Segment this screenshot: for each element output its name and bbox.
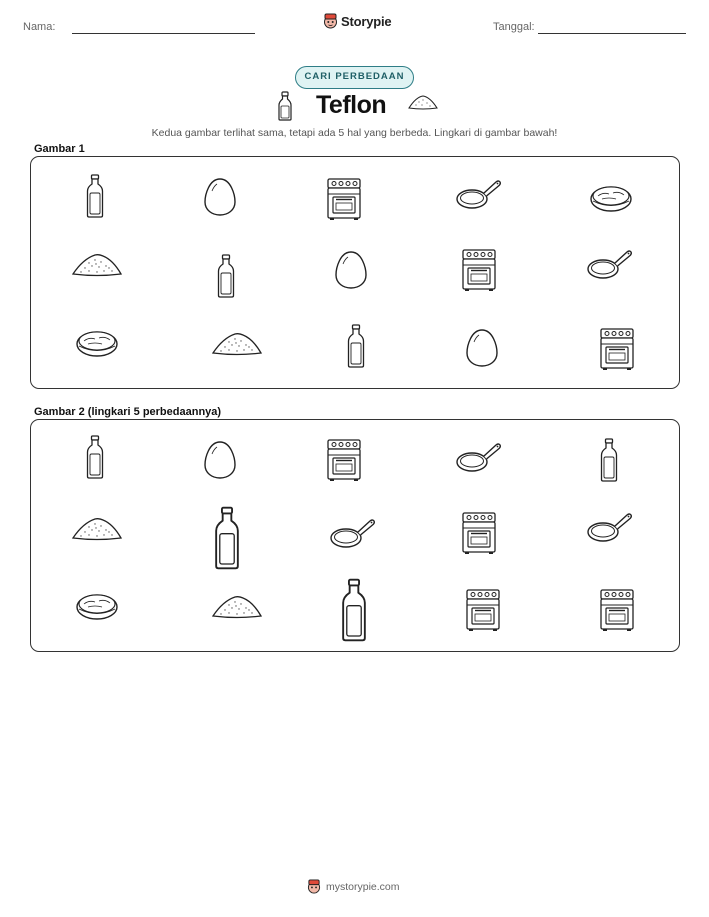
flour-icon[interactable] <box>71 251 123 277</box>
flour-icon[interactable] <box>71 515 123 541</box>
brand-logo <box>323 13 391 29</box>
instructions: Kedua gambar terlihat sama, tetapi ada 5 hal yang berbeda. Lingkari di gambar bawah! <box>151 127 558 139</box>
date-field-line[interactable] <box>538 33 686 34</box>
egg-icon[interactable] <box>334 250 368 290</box>
brand-name: Storypie <box>341 13 392 29</box>
pancake-icon[interactable] <box>589 182 633 214</box>
pan-icon[interactable] <box>455 177 501 213</box>
activity-badge: CARI PERBEDAAN <box>295 66 414 89</box>
worksheet-title: Teflon <box>316 91 387 119</box>
date-label: Tanggal: <box>493 21 535 33</box>
panel-1-label: Gambar 1 <box>34 143 85 155</box>
bottle-icon[interactable] <box>86 435 104 479</box>
flour-icon[interactable] <box>211 330 263 356</box>
bottle-icon[interactable] <box>341 578 367 642</box>
pan-icon[interactable] <box>586 510 632 546</box>
stove-icon[interactable] <box>461 248 497 292</box>
picture-panel-1[interactable] <box>30 156 680 389</box>
storypie-mascot-icon <box>323 13 338 29</box>
footer-site: mystorypie.com <box>326 880 400 893</box>
stove-icon[interactable] <box>599 588 635 632</box>
pan-icon[interactable] <box>329 516 375 552</box>
pancake-icon[interactable] <box>75 327 119 359</box>
stove-icon[interactable] <box>465 588 501 632</box>
bottle-icon <box>278 91 292 126</box>
flour-icon <box>408 94 438 115</box>
stove-icon[interactable] <box>326 177 362 221</box>
pancake-icon[interactable] <box>75 590 119 622</box>
footer <box>307 879 400 894</box>
egg-icon[interactable] <box>465 328 499 368</box>
storypie-mascot-icon <box>307 879 321 894</box>
stove-icon[interactable] <box>326 438 362 482</box>
stove-icon[interactable] <box>599 327 635 371</box>
bottle-icon[interactable] <box>347 324 365 368</box>
bottle-icon[interactable] <box>217 254 235 298</box>
egg-icon[interactable] <box>203 177 237 217</box>
flour-icon[interactable] <box>211 593 263 619</box>
name-field-line[interactable] <box>72 33 255 34</box>
title-row <box>0 88 709 128</box>
egg-icon[interactable] <box>203 440 237 480</box>
bottle-icon[interactable] <box>600 438 618 482</box>
stove-icon[interactable] <box>461 511 497 555</box>
bottle-icon[interactable] <box>214 506 240 570</box>
name-label: Nama: <box>23 21 56 33</box>
pan-icon[interactable] <box>455 440 501 476</box>
pan-icon[interactable] <box>586 247 632 283</box>
picture-panel-2[interactable] <box>30 419 680 652</box>
bottle-icon[interactable] <box>86 174 104 218</box>
panel-2-label: Gambar 2 (lingkari 5 perbedaannya) <box>34 406 222 418</box>
